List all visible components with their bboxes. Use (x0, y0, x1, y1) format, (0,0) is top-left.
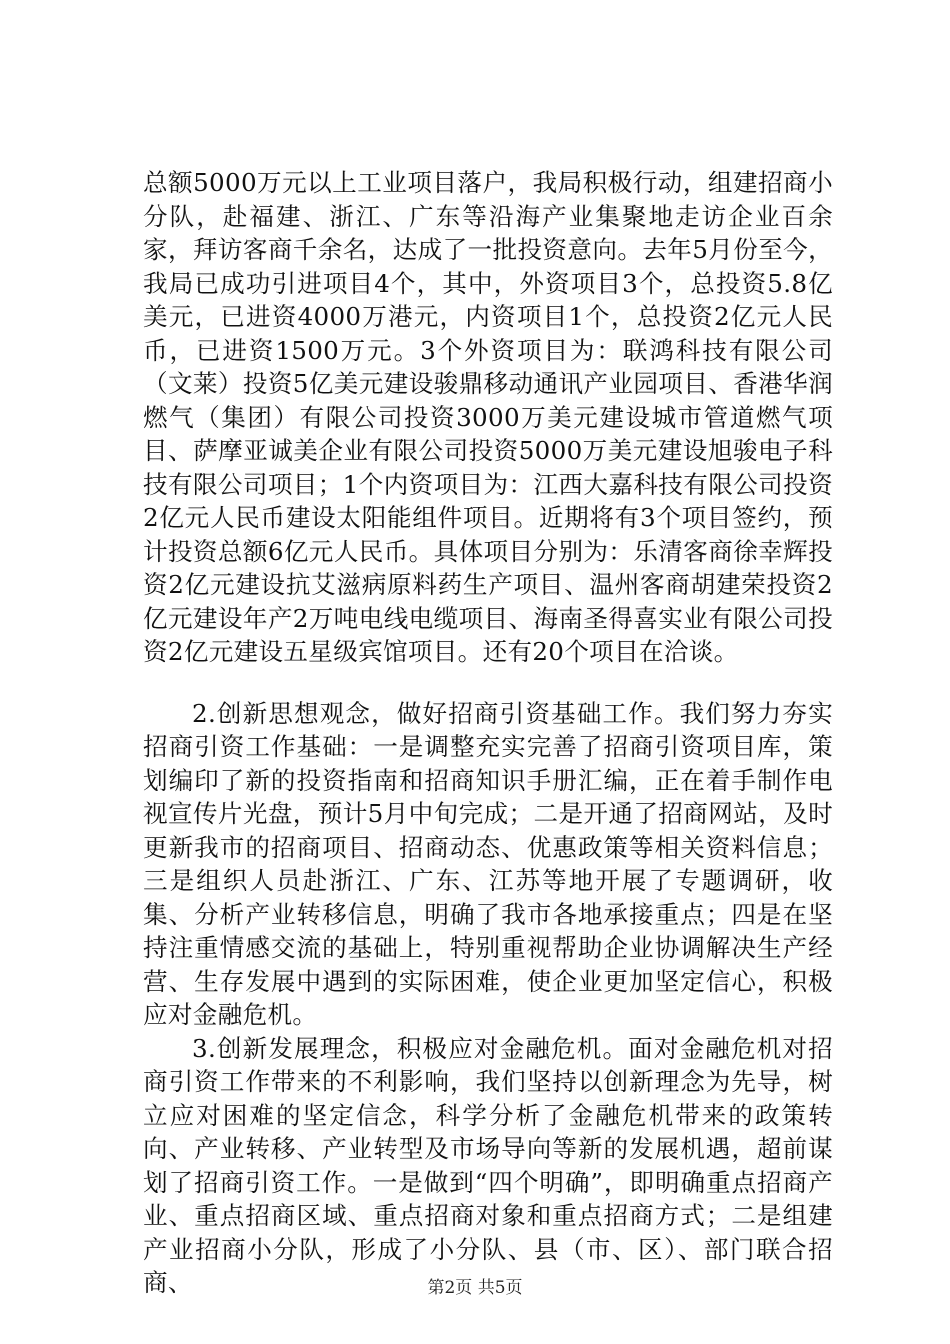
paragraph-1-continued: 总额5000万元以上工业项目落户，我局积极行动，组建招商小分队，赴福建、浙江、广东等沿海产业集聚地走访企业百余家，拜访客商千余名，达成了一批投资意向。去年5月份至今，我局已成功引进项目4个，其中，外资项目3个，总投资5.8亿美元，已进资4000万港元，内资项目1个，总投资2亿元人民币，已进资1500万元。3个外资项目为：联鸿科技有限公司（文莱）投资5亿美元建设骏鼎移动通讯产业园项目、香港华润燃气（集团）有限公司投资3000万美元建设城市管道燃气项目、萨摩亚诚美企业有限公司投资5000万美元建设旭骏电子科技有限公司项目；1个内资项目为：江西大嘉科技有限公司投资2亿元人民币建设太阳能组件项目。近期将有3个项目签约，预计投资总额6亿元人民币。具体项目分别为：乐清客商徐幸辉投资2亿元建设抗艾滋病原料药生产项目、温州客商胡建荣投资2亿元建设年产2万吨电线电缆项目、海南圣得喜实业有限公司投资2亿元建设五星级宾馆项目。还有20个项目在洽谈。 (143, 168, 833, 666)
paragraph-3: 3.创新发展理念，积极应对金融危机。面对金融危机对招商引资工作带来的不利影响，我们坚持以创新理念为先导，树立应对困难的坚定信念，科学分析了金融危机带来的政策转向、产业转移、产业转型及市场导向等新的发展机遇，超前谋划了招商引资工作。一是做到“四个明确”，即明确重点招商产业、重点招商区域、重点招商对象和重点招商方式；二是组建产业招商小分队，形成了小分队、县（市、区）、部门联合招商、 (143, 1033, 833, 1297)
paragraph-2: 2.创新思想观念，做好招商引资基础工作。我们努力夯实招商引资工作基础：一是调整充实完善了招商引资项目库，策划编印了新的投资指南和招商知识手册汇编，正在着手制作电视宣传片光盘，预计5月中旬完成；二是开通了招商网站，及时更新我市的招商项目、招商动态、优惠政策等相关资料信息；三是组织人员赴浙江、广东、江苏等地开展了专题调研，收集、分析产业转移信息，明确了我市各地承接重点；四是在坚持注重情感交流的基础上，特别重视帮助企业协调解决生产经营、生存发展中遇到的实际困难，使企业更加坚定信心，积极应对金融危机。 (143, 698, 833, 1029)
page-footer: 第2页 共5页 (427, 1278, 523, 1298)
document-body (143, 166, 833, 1300)
